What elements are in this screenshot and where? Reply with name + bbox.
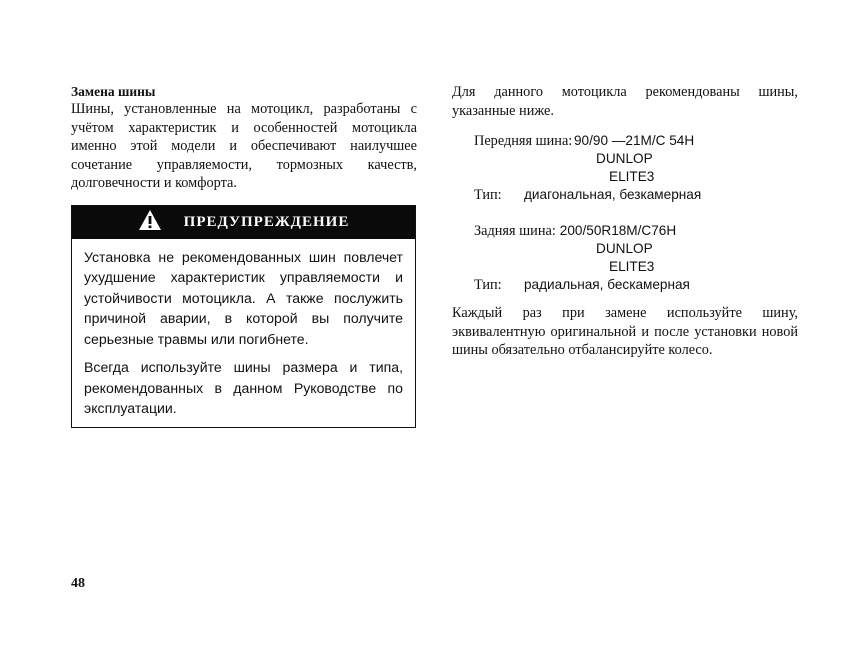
rear-tire-spec	[452, 222, 798, 294]
rear-tire-size: 200/50R18M/C76H	[559, 223, 677, 239]
left-column	[71, 83, 417, 428]
front-tire-type-value: диагональная, безкамерная	[524, 187, 702, 203]
warning-paragraph: Установка не рекомендованных шин повлечет ухудшение характеристик управляемости и устойчивости мотоцикла. А также послужить причиной аварии, в которой вы получите серьезные травмы или погибнете.	[84, 248, 403, 347]
warning-triangle-icon	[138, 209, 162, 236]
rear-tire-type-label: Тип:	[474, 277, 502, 294]
front-tire-size: 90/90 —21M/C 54H	[574, 133, 695, 149]
warning-paragraph: Всегда используйте шины размера и типа, рекомендованных в данном Руководстве по эксплуатации.	[84, 359, 403, 417]
front-tire-type-label: Тип:	[474, 187, 502, 204]
recommendation-paragraph: Для данного мотоцикла рекомендованы шины, указанные ниже.	[452, 84, 798, 119]
intro-paragraph: Шины, установленные на мотоцикл, разработаны с учётом характеристик и особенностей мотоцикла именно этой модели и обеспечивают наилучшее сочетание управляемости, тормозных качеств, долговечности и комфорта.	[71, 101, 417, 192]
warning-header	[72, 206, 415, 239]
rear-tire-model: ELITE3	[609, 259, 655, 275]
front-tire-brand: DUNLOP	[596, 151, 653, 167]
warning-title: ПРЕДУПРЕЖДЕНИЕ	[183, 213, 350, 230]
front-tire-spec	[452, 132, 798, 204]
warning-box	[71, 205, 416, 428]
front-tire-label: Передняя шина:	[474, 133, 573, 150]
balancing-paragraph: Каждый раз при замене используйте шину, эквивалентную оригинальной и после установки новой шины обязательно отбалансируйте колесо.	[452, 305, 798, 359]
page-number: 48	[71, 576, 85, 591]
section-title: Замена шины	[71, 84, 156, 99]
rear-tire-label: Задняя шина:	[474, 223, 556, 240]
right-column	[452, 83, 798, 360]
warning-body	[72, 239, 415, 427]
front-tire-model: ELITE3	[609, 169, 655, 185]
rear-tire-brand: DUNLOP	[596, 241, 653, 257]
rear-tire-type-value: радиальная, бескамерная	[524, 277, 690, 293]
